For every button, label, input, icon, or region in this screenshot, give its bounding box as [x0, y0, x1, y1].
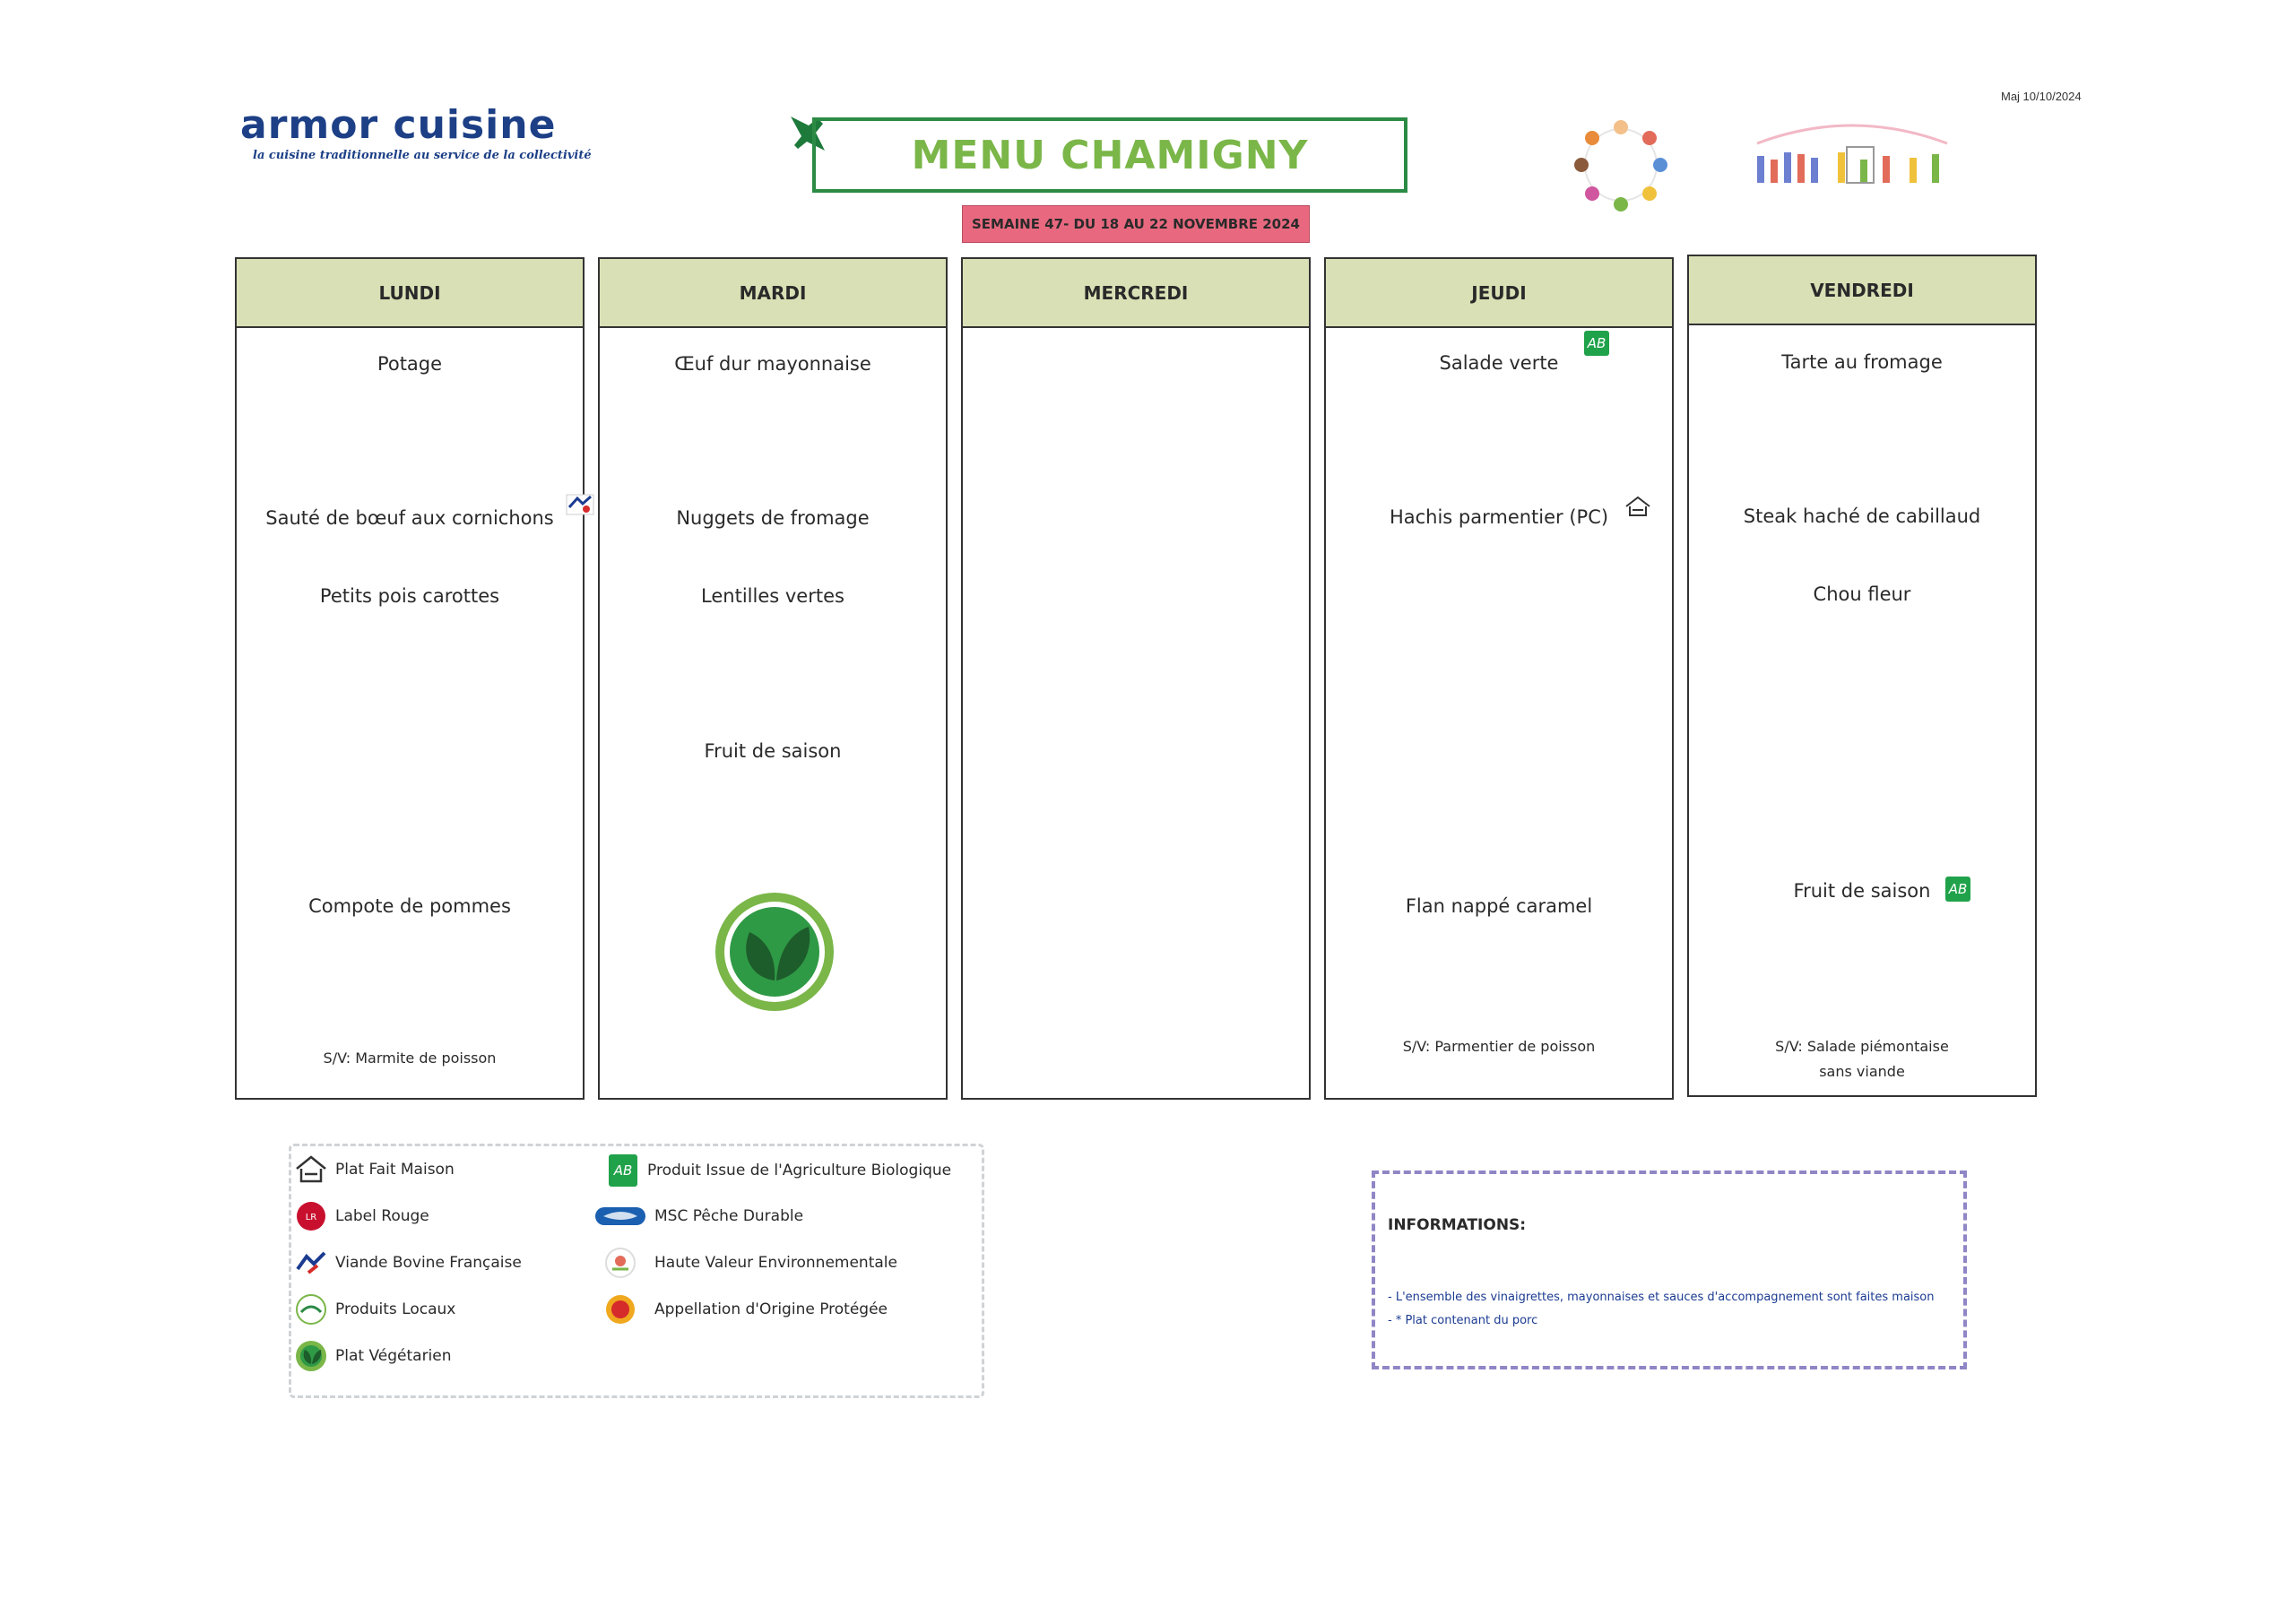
brand-logo: armor cuisine — [240, 102, 557, 148]
sv-line-1: Salade piémontaise — [1806, 1038, 1949, 1055]
appellation-origine-protegee-icon — [603, 1292, 637, 1326]
plat-vegetarien-icon — [294, 1339, 328, 1373]
legend-item-vegetarien: Plat Végétarien — [294, 1339, 452, 1373]
dessert: Compote de pommes — [308, 895, 511, 917]
svg-text:LR: LR — [305, 1213, 317, 1222]
children-circle-illustration-icon — [1567, 113, 1675, 217]
plat-vegetarien-icon — [714, 891, 836, 1013]
viande-bovine-francaise-icon — [294, 1246, 328, 1280]
informations-title: INFORMATIONS: — [1388, 1216, 1527, 1234]
main-dish: Nuggets de fromage — [676, 507, 870, 529]
sv-line-2: sans viande — [1819, 1063, 1905, 1080]
plat-fait-maison-icon — [294, 1153, 328, 1187]
day-header: MARDI — [600, 259, 946, 328]
starter: Œuf dur mayonnaise — [674, 353, 871, 375]
legend-item-hve: Haute Valeur Environnementale — [593, 1246, 897, 1280]
dessert: Fruit de saison — [1793, 880, 1931, 902]
starter: Salade verte — [1439, 352, 1559, 374]
main-dish: Sauté de bœuf aux cornichons — [265, 507, 554, 529]
msc-peche-durable-icon — [594, 1205, 646, 1227]
title-frame — [812, 117, 1407, 193]
page-title: MENU CHAMIGNY — [911, 132, 1309, 178]
week-badge: SEMAINE 47- DU 18 AU 22 NOVEMBRE 2024 — [962, 205, 1310, 243]
side-dish: Lentilles vertes — [701, 585, 844, 607]
informations-line: - * Plat contenant du porc — [1388, 1314, 1538, 1327]
starter: Tarte au fromage — [1781, 351, 1943, 373]
main-dish: Hachis parmentier (PC) — [1389, 506, 1609, 528]
informations-box — [1372, 1170, 1967, 1369]
day-header: VENDREDI — [1689, 256, 2035, 325]
day-column-jeudi — [1324, 257, 1674, 1100]
day-column-lundi — [235, 257, 585, 1100]
day-header: MERCREDI — [963, 259, 1309, 328]
bio-ab-icon: AB — [1584, 331, 1609, 356]
viande-bovine-francaise-icon — [565, 489, 595, 520]
bio-ab-icon: AB — [609, 1154, 637, 1187]
day-column-mercredi — [961, 257, 1311, 1100]
bio-ab-icon: AB — [1945, 877, 1970, 902]
legend-item-aop: Appellation d'Origine Protégée — [593, 1292, 888, 1326]
plat-fait-maison-icon — [1624, 494, 1652, 519]
sv-alternative — [1689, 1034, 2035, 1084]
legend-item-label-rouge: LR Label Rouge — [294, 1199, 429, 1233]
day-column-vendredi — [1687, 255, 2037, 1097]
sv-alternative: S/V: Parmentier de poisson — [1402, 1038, 1596, 1055]
side-dish: Petits pois carottes — [319, 585, 500, 607]
informations-line: - L'ensemble des vinaigrettes, mayonnaises et sauces d'accompagnement sont faites maison — [1388, 1291, 1935, 1304]
side-dish: Chou fleur — [1813, 583, 1911, 605]
sv-label: S/V: — [1775, 1038, 1803, 1055]
brand-tagline: la cuisine traditionnelle au service de la collectivité — [253, 149, 592, 162]
legend-item-bio: AB Produit Issue de l'Agriculture Biologique — [606, 1153, 951, 1188]
haute-valeur-environnementale-icon — [603, 1246, 637, 1280]
day-column-mardi — [598, 257, 948, 1100]
sv-alternative: S/V: Marmite de poisson — [323, 1050, 497, 1067]
produits-locaux-icon — [294, 1292, 328, 1326]
day-header: JEUDI — [1326, 259, 1672, 328]
update-date: Maj 10/10/2024 — [2001, 90, 2082, 103]
day-header: LUNDI — [237, 259, 583, 328]
children-banner-illustration-icon — [1748, 117, 1956, 199]
main-dish: Steak haché de cabillaud — [1743, 505, 1981, 527]
starter: Potage — [377, 353, 443, 375]
legend-item-fait-maison: Plat Fait Maison — [294, 1153, 455, 1187]
legend-item-produits-locaux: Produits Locaux — [294, 1292, 455, 1326]
label-rouge-icon — [294, 1199, 328, 1233]
legend-item-msc: MSC Pêche Durable — [593, 1199, 803, 1233]
legend-item-viande-bovine: Viande Bovine Française — [294, 1246, 522, 1280]
dessert: Fruit de saison — [704, 740, 842, 762]
dessert: Flan nappé caramel — [1405, 895, 1593, 917]
